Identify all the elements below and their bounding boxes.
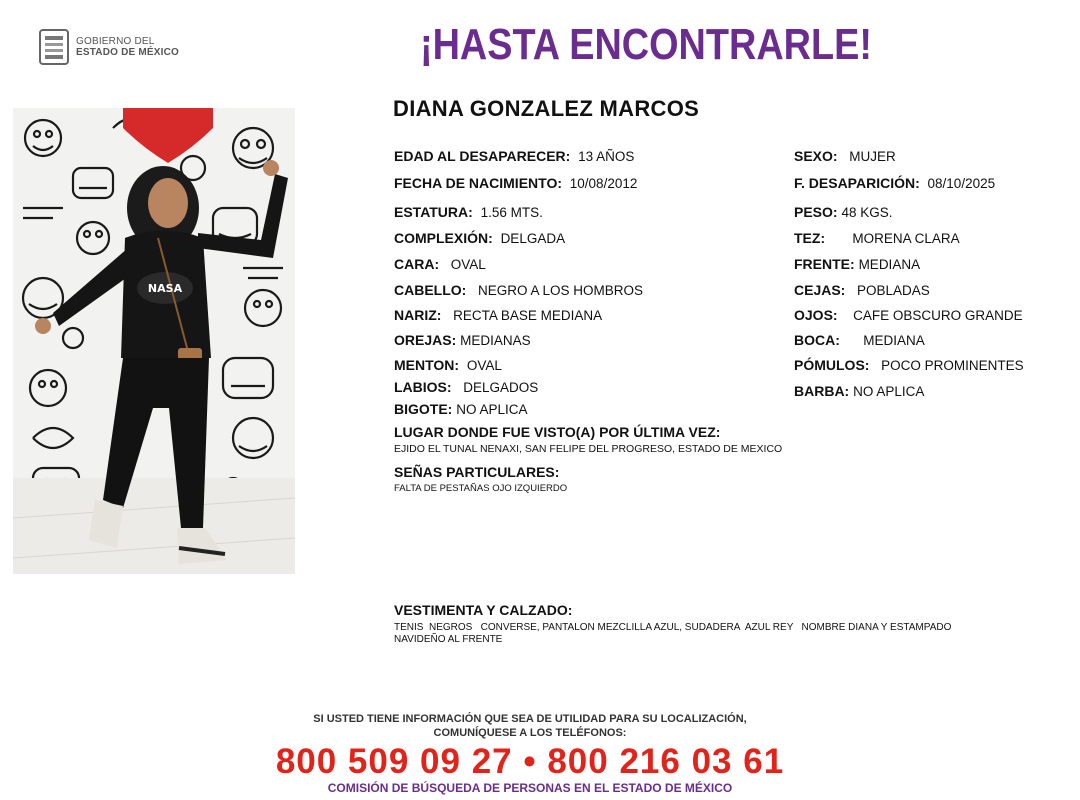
field-label: BARBA:	[794, 383, 850, 399]
field-label: PESO:	[794, 204, 838, 220]
field-value: MEDIANA	[863, 333, 925, 348]
field-cheekbones	[794, 357, 1024, 373]
field-label: COMPLEXIÓN:	[394, 230, 493, 246]
field-value: OVAL	[466, 358, 502, 373]
field-value: CAFE OBSCURO GRANDE	[853, 308, 1023, 323]
logo-line-2: ESTADO DE MÉXICO	[76, 47, 180, 58]
info-line-2: COMUNÍQUESE A LOS TELÉFONOS:	[433, 727, 627, 739]
field-sex	[794, 148, 896, 164]
field-eyes	[794, 307, 1023, 323]
field-weight	[794, 204, 893, 220]
field-face	[394, 256, 486, 272]
field-label: CABELLO:	[394, 282, 467, 298]
clothing-line-2: NAVIDEÑO AL FRENTE	[394, 634, 503, 645]
field-value: 10/08/2012	[569, 176, 638, 191]
field-chin	[394, 357, 502, 373]
field-disappearance-date	[794, 175, 995, 191]
field-beard	[794, 383, 924, 399]
field-value: 48 KGS.	[841, 205, 893, 220]
government-logo	[38, 28, 179, 66]
state-seal-icon	[38, 28, 70, 66]
field-value: 1.56 MTS.	[480, 205, 543, 220]
field-label: CARA:	[394, 256, 440, 272]
field-label: FRENTE:	[794, 256, 855, 272]
field-value: MEDIANA	[858, 257, 921, 272]
field-complexion-tone	[794, 230, 960, 246]
last-seen-value: EJIDO EL TUNAL NENAXI, SAN FELIPE DEL PROGRESO, ESTADO DE MEXICO	[394, 443, 783, 455]
field-label: F. DESAPARICIÓN:	[794, 175, 920, 191]
field-label: FECHA DE NACIMIENTO:	[394, 175, 562, 191]
contact-phones: 800 509 09 27 • 800 216 03 61	[275, 742, 785, 781]
field-height	[394, 204, 543, 220]
field-value: MUJER	[849, 149, 896, 164]
person-name: DIANA GONZALEZ MARCOS	[393, 96, 700, 121]
field-value: RECTA BASE MEDIANA	[453, 308, 603, 323]
clothing-line-1: TENIS NEGROS CONVERSE, PANTALON MEZCLILLA AZUL, SUDADERA AZUL REY NOMBRE DIANA Y ESTAMPADO	[394, 622, 952, 633]
field-value: 13 AÑOS	[578, 149, 635, 164]
field-label: SEXO:	[794, 148, 838, 164]
field-forehead	[794, 256, 920, 272]
field-nose	[394, 307, 602, 323]
field-ears	[394, 332, 531, 348]
field-label: CEJAS:	[794, 282, 846, 298]
field-lips	[394, 379, 538, 395]
field-value: OVAL	[450, 257, 486, 272]
field-value: MORENA CLARA	[852, 231, 960, 246]
field-label: BOCA:	[794, 332, 840, 348]
info-line-1: SI USTED TIENE INFORMACIÓN QUE SEA DE UTILIDAD PARA SU LOCALIZACIÓN,	[313, 713, 747, 725]
field-age	[394, 148, 634, 164]
last-seen-label: LUGAR DONDE FUE VISTO(A) POR ÚLTIMA VEZ:	[394, 424, 721, 440]
photo-shirt-print: NASA	[147, 282, 183, 295]
field-eyebrows	[794, 282, 930, 298]
field-mouth	[794, 332, 925, 348]
field-build	[394, 230, 565, 246]
field-value: DELGADA	[500, 231, 566, 246]
missing-person-photo	[13, 108, 295, 574]
distinguishing-marks-value: FALTA DE PESTAÑAS OJO IZQUIERDO	[394, 483, 568, 494]
field-label: ESTATURA:	[394, 204, 473, 220]
field-value: MEDIANAS	[460, 333, 531, 348]
field-label: LABIOS:	[394, 379, 452, 395]
field-label: BIGOTE:	[394, 401, 453, 417]
field-label: MENTON:	[394, 357, 460, 373]
field-label: EDAD AL DESAPARECER:	[394, 148, 571, 164]
field-birthdate	[394, 175, 637, 191]
field-value: 08/10/2025	[927, 176, 996, 191]
headline: ¡HASTA ENCONTRARLE!	[420, 20, 872, 69]
field-label: TEZ:	[794, 230, 826, 246]
field-label: OREJAS:	[394, 332, 457, 348]
field-value: NEGRO A LOS HOMBROS	[478, 283, 644, 298]
field-value: POBLADAS	[857, 283, 930, 298]
logo-line-1: GOBIERNO DEL	[76, 36, 155, 47]
field-value: DELGADOS	[463, 380, 539, 395]
commission-name: COMISIÓN DE BÚSQUEDA DE PERSONAS EN EL ESTADO DE MÉXICO	[327, 781, 733, 795]
clothing-label: VESTIMENTA Y CALZADO:	[394, 602, 573, 618]
distinguishing-marks-label: SEÑAS PARTICULARES:	[394, 464, 560, 480]
field-value: NO APLICA	[853, 384, 925, 399]
field-hair	[394, 282, 643, 298]
field-label: PÓMULOS:	[794, 357, 870, 373]
field-label: NARIZ:	[394, 307, 442, 323]
field-mustache	[394, 401, 528, 417]
field-value: NO APLICA	[456, 402, 528, 417]
field-value: POCO PROMINENTES	[881, 358, 1024, 373]
field-label: OJOS:	[794, 307, 838, 323]
